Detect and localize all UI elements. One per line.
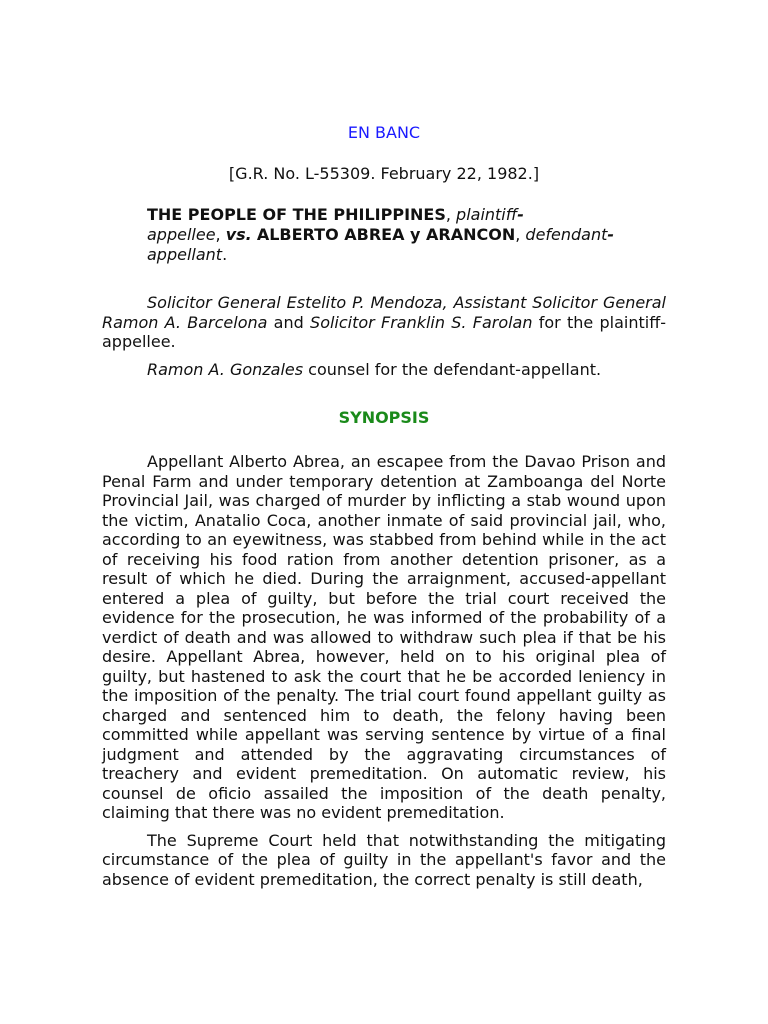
parties-separator: , (515, 225, 526, 244)
synopsis-heading: SYNOPSIS (338, 408, 430, 427)
synopsis-paragraph: Appellant Alberto Abrea, an escapee from the Davao Prison and Penal Farm and under temporary detention at Zamboanga del Norte Provincial Jail, was charged of murder by inflicting a stab wound upon the victim, Anatalio Coca, another inmate of said provincial jail, who, according to an eyewitness, was stabbed from behind while in the act of receiving his food ration from another detention prisoner, as a result of which he died. During the arraignment, accused-appellant entered a plea of guilty, but before the trial court received the evidence for the prosecution, he was informed of the probability of a verdict of death and was allowed to withdraw such plea if that be his desire. Appellant Abrea, however, held on to his original plea of guilty, but hastened to ask the court that he be accorded leniency in the imposition of the penalty. The trial court found appellant guilty as charged and sentenced him to death, the felony having been committed while appellant was serving sentence by virtue of a final judgment and attended by the aggravating circumstances of treachery and evident premeditation. On automatic review, his counsel de oficio assailed the imposition of the death penalty, claiming that there was no evident premeditation. (102, 452, 666, 822)
plaintiff-name: THE PEOPLE OF THE PHILIPPINES (147, 205, 446, 224)
counsel-role: for the plaintiff-appellee. (102, 312, 667, 351)
defendant-role-part: defendant (525, 225, 608, 244)
document-page (102, 121, 666, 889)
counsel-role: counsel for the defendant-appellant. (303, 359, 602, 379)
synopsis-paragraph: The Supreme Court held that notwithstanding the mitigating circumstance of the plea of guilty in the appellant's favor and the absence of evident premeditation, the correct penalty is still death, (102, 830, 666, 889)
versus-label: vs. (225, 225, 252, 244)
defendant-role-part: appellant (147, 245, 223, 264)
plaintiff-role-part: plaintiff (456, 205, 518, 224)
synopsis-body (102, 452, 666, 889)
court-heading: EN BANC (347, 123, 421, 142)
defendant-name: ALBERTO ABREA y ARANCON (256, 225, 516, 244)
case-parties (147, 205, 666, 265)
counsel-plaintiff (102, 293, 666, 352)
plaintiff-counsel-names: Solicitor General Estelito P. Mendoza, Assistant Solicitor General Ramon A. Barcelona (102, 293, 666, 332)
plaintiff-role-part: appellee (147, 225, 216, 244)
defendant-counsel-name: Ramon A. Gonzales (147, 359, 304, 379)
parties-end: . (222, 245, 228, 264)
parties-separator: , (215, 225, 226, 244)
parties-separator: , (445, 205, 457, 224)
counsel-conjunction: and (267, 312, 311, 332)
plaintiff-role-dash: - (517, 205, 524, 224)
plaintiff-counsel-name: Solicitor Franklin S. Farolan (310, 312, 533, 332)
counsel-section (102, 293, 666, 379)
case-number: [G.R. No. L-55309. February 22, 1982.] (228, 164, 540, 183)
defendant-role-dash: - (607, 225, 615, 244)
counsel-defendant (102, 360, 666, 380)
